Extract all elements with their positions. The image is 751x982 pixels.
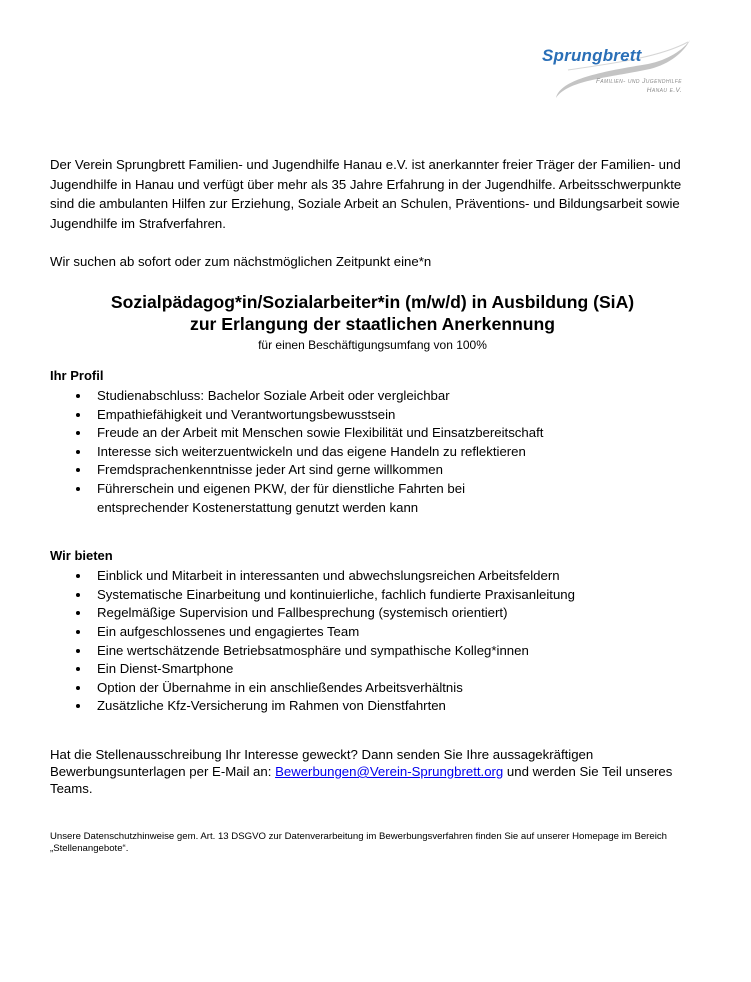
bullet-icon <box>76 611 80 615</box>
list-item: Zusätzliche Kfz-Versicherung im Rahmen von Dienstfahrten <box>50 697 700 716</box>
list-item: Fremdsprachenkenntnisse jeder Art sind gerne willkommen <box>50 461 700 480</box>
bieten-list <box>50 567 700 716</box>
logo-title: Sprungbrett <box>542 46 642 65</box>
intro-paragraph: Der Verein Sprungbrett Familien- und Jugendhilfe Hanau e.V. ist anerkannter freier Träger der Familien- und Jugendhilfe in Hanau und verfügt über mehr als 35 Jahre Erfahrung in der Jugendhilfe. Arbeitsschwerpunkte sind die ambulanten Hilfen zur Erziehung, Soziale Arbeit an Schulen, Präventions- und Bildungsarbeit sowie Jugendhilfe im Strafverfahren. <box>50 157 682 231</box>
list-item: Option der Übernahme in ein anschließendes Arbeitsverhältnis <box>50 679 700 698</box>
bullet-icon <box>76 413 80 417</box>
list-item: Ein aufgeschlossenes und engagiertes Team <box>50 623 700 642</box>
call-to-action: Hat die Stellenausschreibung Ihr Interesse geweckt? Dann senden Sie Ihre aussagekräftigen Bewerbungsunterlagen per E-Mail an: Bewerbungen@Verein-Sprungbrett.org und werden Sie Teil unseres Teams. <box>50 746 673 796</box>
position-scope: für einen Beschäftigungsumfang von 100% <box>258 338 487 352</box>
list-item: Regelmäßige Supervision und Fallbesprechung (systemisch orientiert) <box>50 604 700 623</box>
email-link[interactable]: Bewerbungen@Verein-Sprungbrett.org <box>275 763 504 779</box>
bullet-icon <box>76 686 80 690</box>
list-item: Freude an der Arbeit mit Menschen sowie Flexibilität und Einsatzbereitschaft <box>50 424 700 443</box>
position-title-line2: zur Erlangung der staatlichen Anerkennung <box>190 314 555 334</box>
logo-subtitle-line1: Familien- und Jugendhilfe <box>595 78 682 85</box>
bullet-icon <box>76 431 80 435</box>
bullet-icon <box>76 450 80 454</box>
list-item: Ein Dienst-Smartphone <box>50 660 700 679</box>
position-title-block <box>45 291 700 354</box>
bullet-icon <box>76 468 80 472</box>
bullet-icon <box>76 649 80 653</box>
list-item: Studienabschluss: Bachelor Soziale Arbeit oder vergleichbar <box>50 387 700 406</box>
bullet-icon <box>76 630 80 634</box>
bullet-icon <box>76 394 80 398</box>
logo-subtitle-line2: Hanau e.V. <box>646 87 682 94</box>
sprungbrett-logo <box>538 36 698 106</box>
bullet-icon <box>76 574 80 578</box>
profil-heading: Ihr Profil <box>50 368 104 383</box>
list-item: Interesse sich weiterzuentwickeln und das eigene Handeln zu reflektieren <box>50 443 700 462</box>
search-sentence: Wir suchen ab sofort oder zum nächstmöglichen Zeitpunkt eine*n <box>50 254 432 269</box>
bullet-icon <box>76 667 80 671</box>
job-posting <box>50 155 700 855</box>
logo-subtitle <box>596 77 682 95</box>
list-item: Empathiefähigkeit und Verantwortungsbewusstsein <box>50 406 700 425</box>
bieten-heading: Wir bieten <box>50 548 113 564</box>
privacy-notice: Unsere Datenschutzhinweise gem. Art. 13 DSGVO zur Datenverarbeitung im Bewerbungsverfahren finden Sie auf unserer Homepage im Bereich „Stellenangebote“. <box>50 830 667 854</box>
bullet-icon <box>76 487 80 491</box>
list-item: Eine wertschätzende Betriebsatmosphäre und sympathische Kolleg*innen <box>50 642 700 661</box>
list-item: Führerschein und eigenen PKW, der für dienstliche Fahrten bei entsprechender Kostenerstattung genutzt werden kann <box>50 480 700 517</box>
profil-list <box>50 387 700 517</box>
bullet-icon <box>76 704 80 708</box>
list-item: Einblick und Mitarbeit in interessanten und abwechslungsreichen Arbeitsfeldern <box>50 567 700 586</box>
bullet-icon <box>76 593 80 597</box>
position-title-line1: Sozialpädagog*in/Sozialarbeiter*in (m/w/d) in Ausbildung (SiA) <box>110 292 635 312</box>
list-item: Systematische Einarbeitung und kontinuierliche, fachlich fundierte Praxisanleitung <box>50 586 700 605</box>
